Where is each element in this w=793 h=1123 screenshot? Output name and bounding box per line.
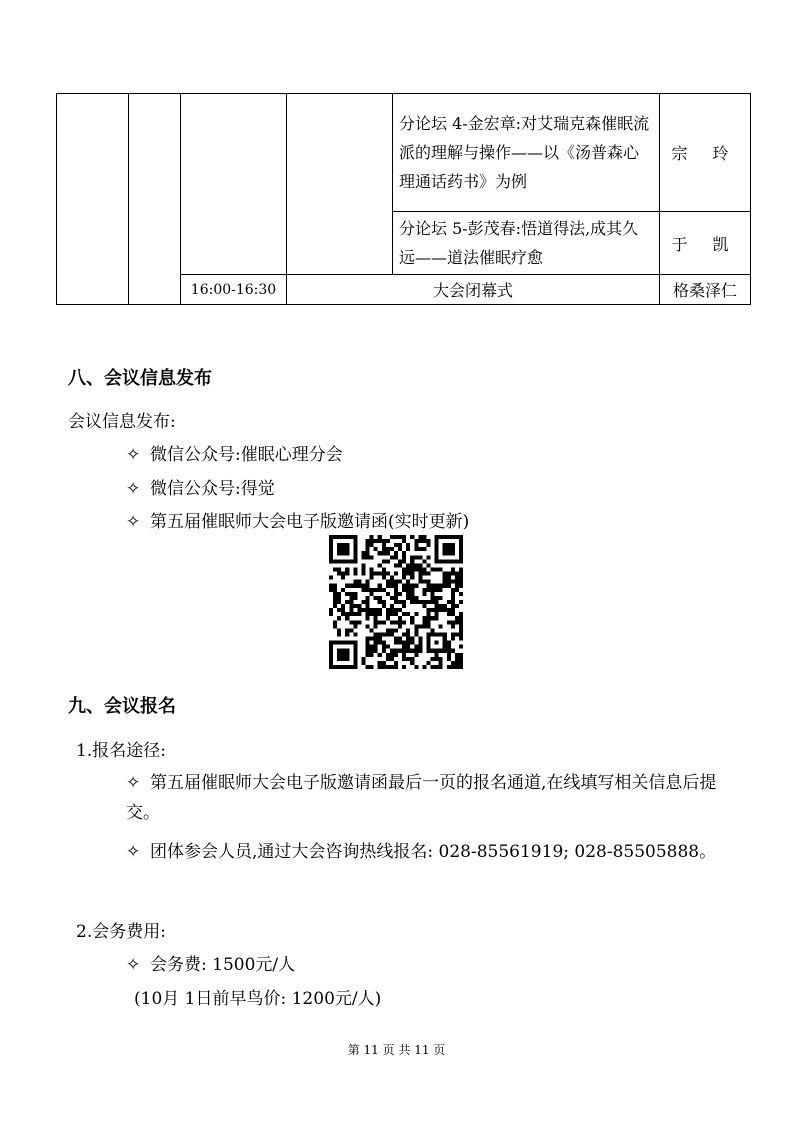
list-item: ✧ 微信公众号:催眠心理分会 <box>126 440 343 470</box>
schedule-cell-empty <box>129 94 181 305</box>
closing-time: 16:00-16:30 <box>181 275 287 305</box>
list-item: ✧ 会务费: 1500元/人 <box>126 950 295 980</box>
page-footer: 第 11 页 共 11 页 <box>347 1043 446 1057</box>
section-heading: 八、会议信息发布 <box>68 368 212 389</box>
schedule-cell-empty <box>181 94 287 275</box>
list-item: ✧ 微信公众号:得觉 <box>126 474 275 504</box>
subsection-title: 2.会务费用: <box>76 922 166 942</box>
bullet-icon: ✧ <box>126 842 141 862</box>
qr-code-image[interactable] <box>329 535 463 669</box>
bullet-icon: ✧ <box>126 955 141 975</box>
schedule-table <box>56 93 751 305</box>
bullet-icon: ✧ <box>126 445 141 465</box>
bullet-icon: ✧ <box>126 512 141 532</box>
schedule-cell-empty <box>287 94 393 275</box>
closing-title: 大会闭幕式 <box>287 275 660 305</box>
bullet-icon: ✧ <box>126 479 141 499</box>
forum-speaker: 宗 玲 <box>660 94 751 212</box>
forum-topic: 分论坛 4-金宏章:对艾瑞克森催眠流派的理解与操作——以《汤普森心理通话药书》为例 <box>393 94 660 212</box>
section-intro: 会议信息发布: <box>68 412 176 432</box>
section-heading: 九、会议报名 <box>68 696 176 717</box>
subsection-title: 1.报名途径: <box>76 741 166 761</box>
list-item: ✧ 团体参会人员,通过大会咨询热线报名: 028-85561919; 028-85505888。 <box>126 837 726 867</box>
forum-speaker: 于 凯 <box>660 212 751 275</box>
early-bird-price: (10月 1日前早鸟价: 1200元/人) <box>134 989 382 1009</box>
bullet-icon: ✧ <box>126 773 141 793</box>
closing-speaker: 格桑泽仁 <box>660 275 751 305</box>
schedule-cell-empty <box>57 94 129 305</box>
list-item: ✧ 第五届催眠师大会电子版邀请函(实时更新) <box>126 507 469 537</box>
forum-topic: 分论坛 5-彭茂春:悟道得法,成其久远——道法催眠疗愈 <box>393 212 660 275</box>
list-item: ✧ 第五届催眠师大会电子版邀请函最后一页的报名通道,在线填写相关信息后提交。 <box>126 768 726 828</box>
